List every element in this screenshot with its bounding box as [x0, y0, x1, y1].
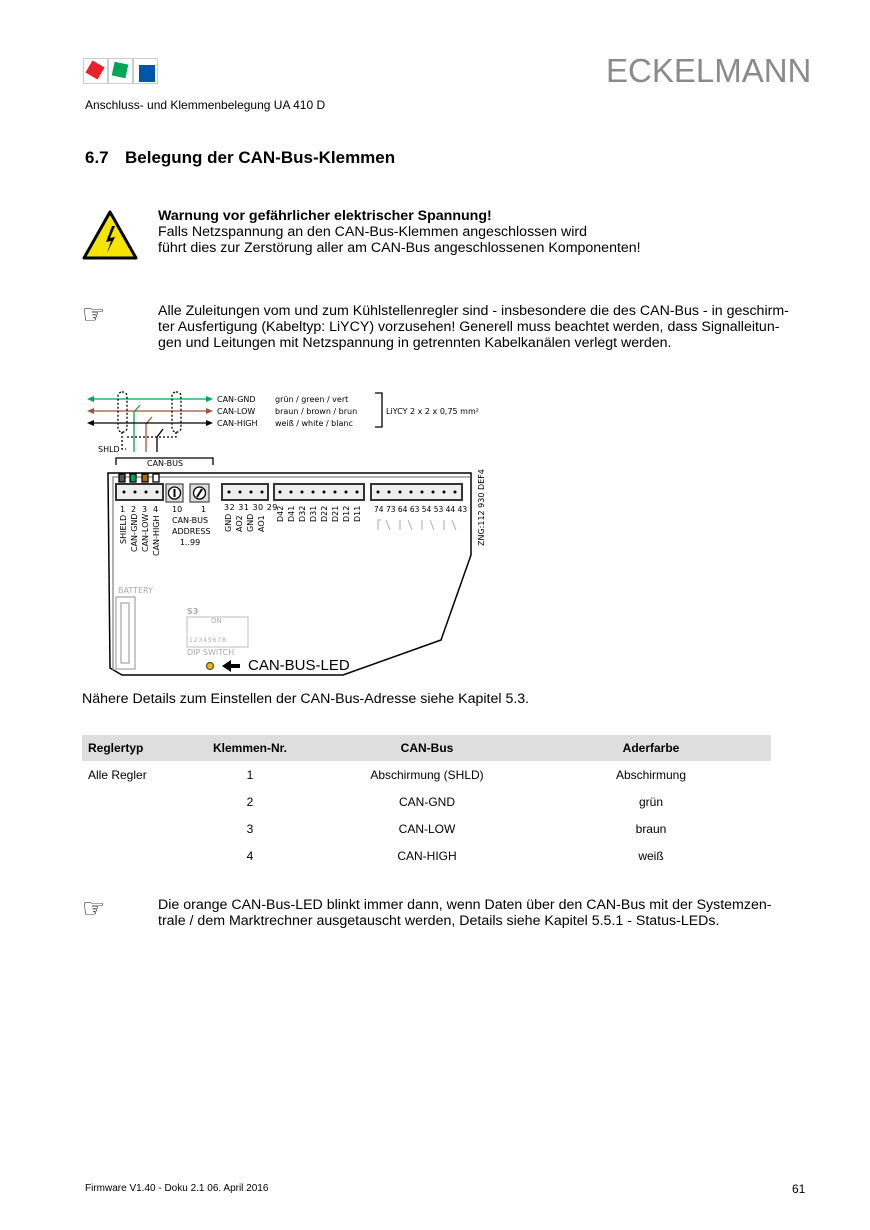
section-heading: 6.7 Belegung der CAN-Bus-Klemmen: [85, 148, 396, 167]
ao-numbers: 32 31 30 29: [224, 503, 278, 512]
digital-input-label: D31: [309, 505, 318, 522]
wire-color-white: weiß / white / blanc: [275, 419, 353, 428]
terminal-number: 3: [142, 505, 148, 514]
address-digit-label: 10: [172, 505, 183, 514]
digital-input-label: D41: [287, 505, 296, 522]
ao-label: AO2: [235, 515, 244, 532]
can-bus-address-label: CAN-BUS ADDRESS 1..99: [172, 516, 211, 547]
ao-label: GND: [246, 513, 255, 532]
column-header: Reglertyp: [82, 735, 177, 761]
pointing-hand-icon: ☞: [82, 893, 106, 923]
digital-input-label: D12: [342, 505, 351, 522]
dip-numbers: 1 2 3 4 5 6 7 8: [189, 637, 226, 644]
wire-label-can-gnd: CAN-GND: [217, 395, 256, 404]
can-bus-label: CAN-BUS: [147, 459, 184, 468]
column-header: CAN-Bus: [323, 735, 531, 761]
table-row: 2 CAN-GND grün: [246, 794, 664, 809]
wire-color-green: grün / green / vert: [275, 395, 349, 404]
terminal-label: SHIELD: [119, 514, 128, 544]
dip-switch-label: DIP SWITCH: [187, 648, 235, 657]
shld-label: SHLD: [98, 445, 120, 454]
battery-label: BATTERY: [118, 586, 153, 595]
relay-numbers: 74 73 64 63 54 53 44 43: [374, 505, 468, 514]
terminal-number: 1: [120, 505, 126, 514]
cable-type: LiYCY 2 x 2 x 0,75 mm²: [386, 407, 479, 416]
pointing-hand-icon: ☞: [82, 299, 106, 329]
wire-color-brown: braun / brown / brun: [275, 407, 358, 416]
table-row: 4 CAN-HIGH weiß: [246, 848, 664, 863]
document-subtitle: Anschluss- und Klemmenbelegung UA 410 D: [85, 98, 326, 112]
digital-input-label: D22: [320, 505, 329, 522]
brand-name: ECKELMANN: [606, 52, 812, 89]
terminal-number: 4: [153, 505, 159, 514]
ao-label: AO1: [257, 515, 266, 532]
table-row: 3 CAN-LOW braun: [246, 821, 667, 836]
column-header: Klemmen-Nr.: [177, 735, 323, 761]
digital-input-label: D11: [353, 505, 362, 522]
can-bus-terminal-table: [82, 735, 771, 869]
terminal-number: 2: [131, 505, 137, 514]
terminal-label: CAN-HIGH: [152, 515, 161, 556]
page-number: 61: [792, 1182, 806, 1196]
can-bus-led-label: CAN-BUS-LED: [248, 657, 350, 674]
table-row: Alle Regler 1 Abschirmung (SHLD) Abschirmung: [88, 767, 687, 782]
footer-version: Firmware V1.40 - Doku 2.1 06. April 2016: [85, 1183, 269, 1194]
note-cable-shielding: Alle Zuleitungen vom und zum Kühlstellenregler sind - insbesondere die des CAN-Bus - in geschirm- ter Ausfertigung (Kabeltyp: LiYCY) vorzusehen! Generell muss beachtet werden, dass Signalleitun- gen und Leitungen mit Netzspannung in getrennten Kabelkanälen verlegt werden.: [158, 303, 789, 351]
note-can-bus-led: Die orange CAN-Bus-LED blinkt immer dann, wenn Daten über den CAN-Bus mit der Systemzen- trale / dem Marktrechner ausgetauscht werden, Details siehe Kapitel 5.5.1 - Status-LEDs.: [158, 897, 772, 929]
wire-label-can-low: CAN-LOW: [217, 407, 256, 416]
ao-label: GND: [224, 513, 233, 532]
s3-label: S3: [187, 607, 199, 616]
drawing-number: ZNG:112 930 DEF4: [477, 469, 486, 546]
address-details-text: Nähere Details zum Einstellen der CAN-Bus-Adresse siehe Kapitel 5.3.: [82, 691, 530, 707]
digital-input-label: D32: [298, 505, 307, 522]
dip-on-label: ON: [211, 617, 222, 625]
terminal-label: CAN-GND: [130, 513, 139, 552]
column-header: Aderfarbe: [531, 735, 771, 761]
digital-input-label: D21: [331, 505, 340, 522]
table-header-row: [82, 735, 771, 761]
digital-input-label: D42: [276, 505, 285, 522]
warning-text: Warnung vor gefährlicher elektrischer Spannung! Falls Netzspannung an den CAN-Bus-Klemmen angeschlossen wird führt dies zur Zerstörung aller am CAN-Bus angeschlossenen Komponenten!: [158, 208, 641, 256]
address-digit-label: 1: [201, 505, 207, 514]
terminal-label: CAN-LOW: [141, 513, 150, 552]
wire-label-can-high: CAN-HIGH: [217, 419, 258, 428]
